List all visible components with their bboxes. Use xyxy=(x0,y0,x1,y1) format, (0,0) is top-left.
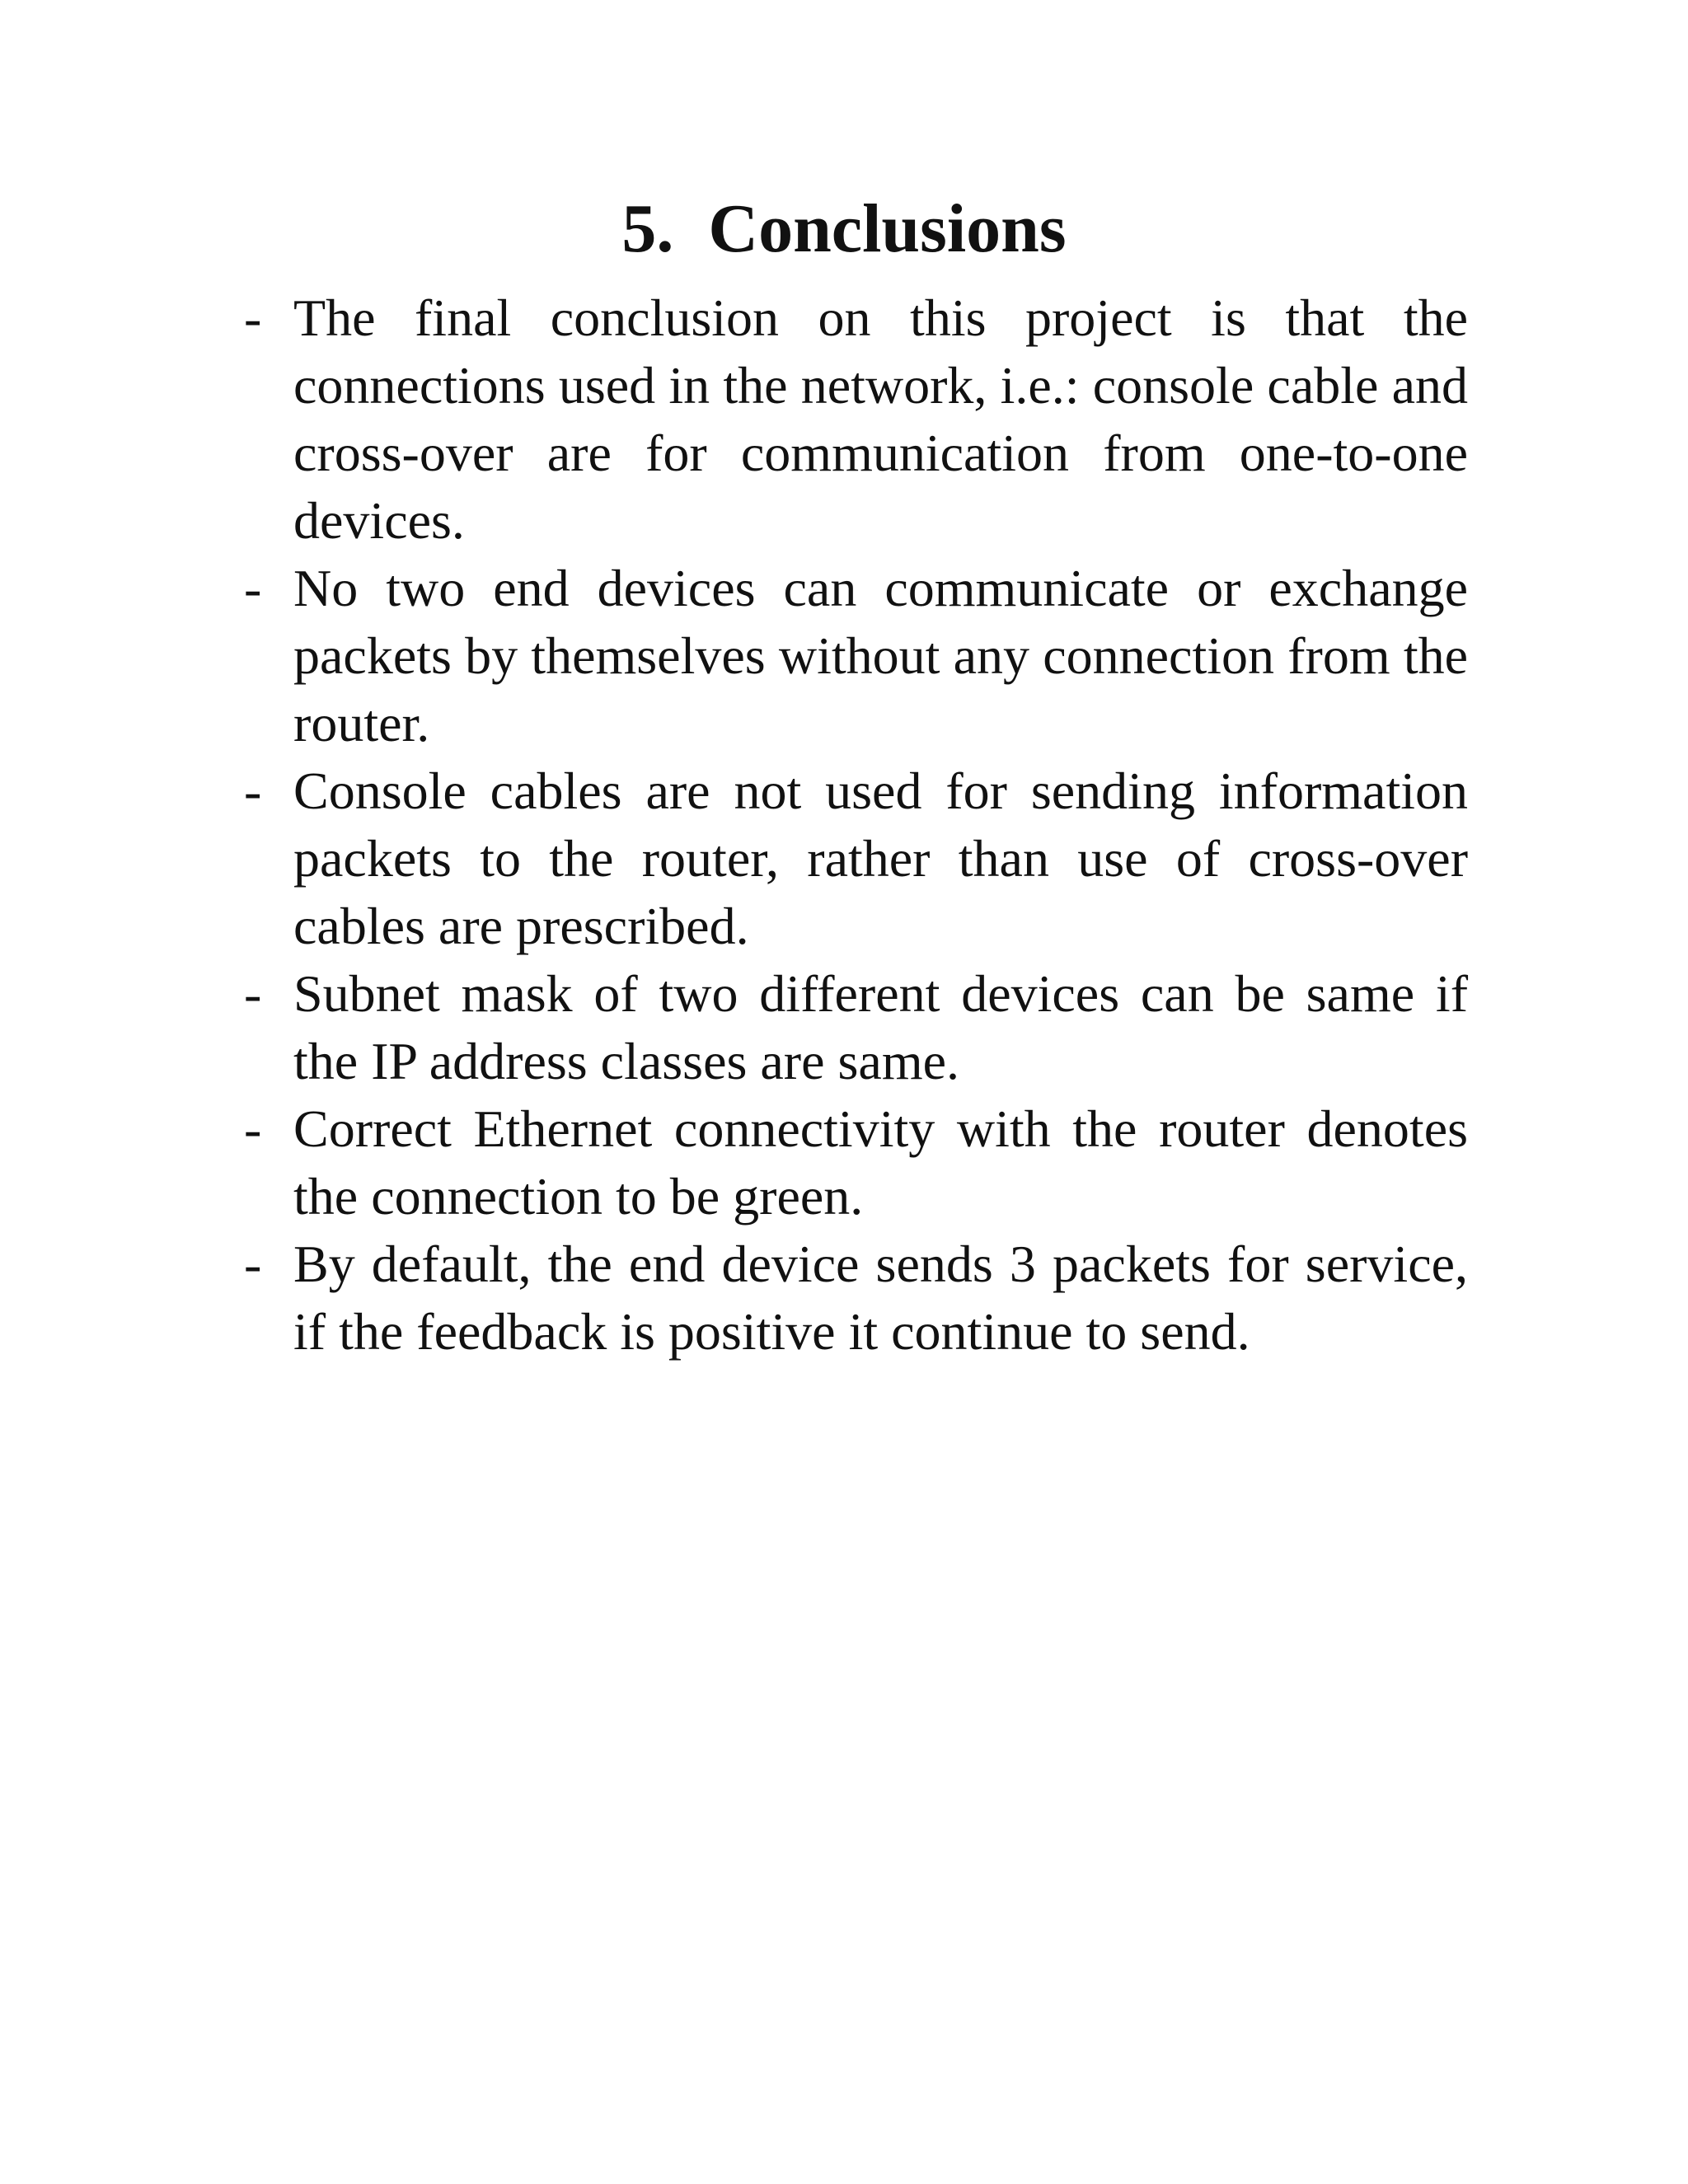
list-item xyxy=(244,960,1468,1095)
list-item xyxy=(244,1230,1468,1366)
list-item-text: Subnet mask of two different devices can be same if the IP address classes are same. xyxy=(293,964,1468,1090)
list-item xyxy=(244,555,1468,757)
bullet-dash: - xyxy=(244,964,262,1023)
section-title: Conclusions xyxy=(708,190,1067,267)
list-item xyxy=(244,284,1468,555)
section-heading xyxy=(0,190,1688,267)
bullet-dash: - xyxy=(244,1099,262,1158)
section-number: 5. xyxy=(621,190,674,267)
list-item-text: Console cables are not used for sending information packets to the router, rather than use of cross-over cables are prescribed. xyxy=(293,762,1468,955)
conclusions-list xyxy=(244,284,1468,1366)
list-item-text: The final conclusion on this project is that the connections used in the network, i.e.: console cable and cross-over are for communication from one-to-one devices. xyxy=(293,288,1468,550)
bullet-dash: - xyxy=(244,762,262,820)
list-item-text: By default, the end device sends 3 packets for service, if the feedback is positive it continue to send. xyxy=(293,1235,1468,1361)
list-item xyxy=(244,757,1468,960)
list-item xyxy=(244,1095,1468,1230)
list-item-text: No two end devices can communicate or exchange packets by themselves without any connection from the router. xyxy=(293,559,1468,752)
bullet-dash: - xyxy=(244,1235,262,1293)
list-item-text: Correct Ethernet connectivity with the router denotes the connection to be green. xyxy=(293,1099,1468,1226)
bullet-dash: - xyxy=(244,559,262,617)
bullet-dash: - xyxy=(244,288,262,347)
